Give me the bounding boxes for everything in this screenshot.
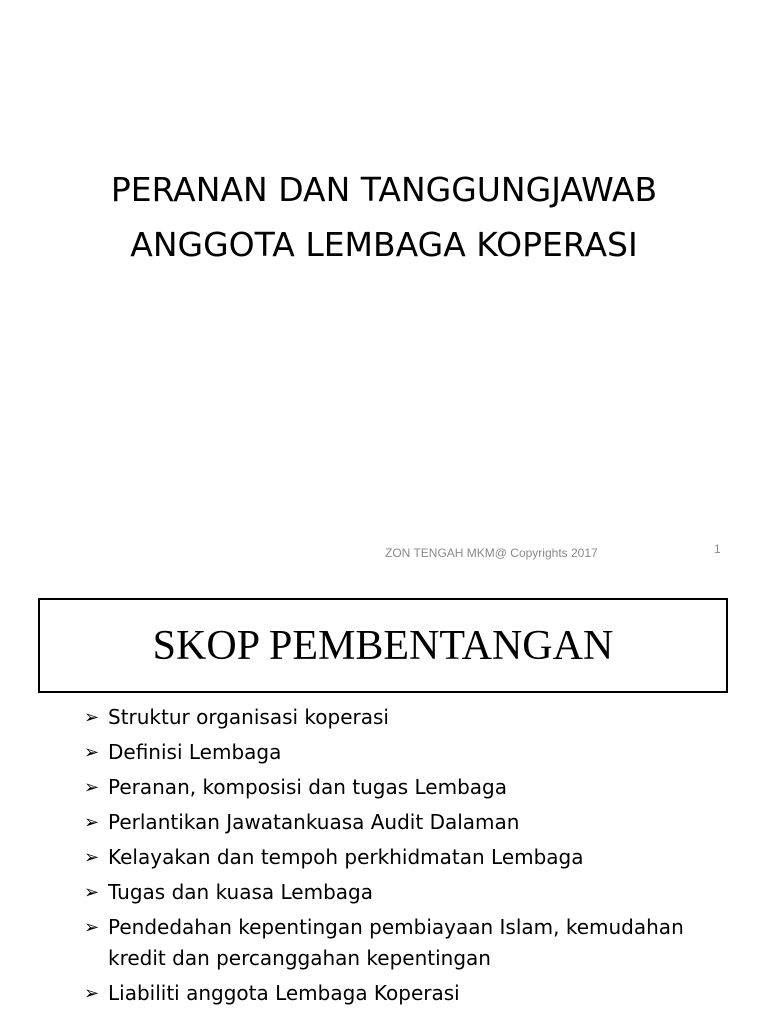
page-number: 1 [714, 542, 721, 556]
list-item [84, 842, 724, 873]
arrow-bullet-icon: ➢ [84, 847, 100, 868]
arrow-bullet-icon: ➢ [84, 882, 100, 903]
list-item-text: Definisi Lembaga [108, 740, 282, 764]
list-item-text: Peranan, komposisi dan tugas Lembaga [108, 775, 507, 799]
list-item [84, 702, 724, 733]
arrow-bullet-icon: ➢ [84, 742, 100, 763]
list-item [84, 807, 724, 838]
list-item-text: Struktur organisasi koperasi [108, 705, 389, 729]
section-heading: SKOP PEMBENTANGAN [152, 622, 614, 669]
section-heading-box [38, 598, 728, 693]
list-item [84, 877, 724, 908]
arrow-bullet-icon: ➢ [84, 812, 100, 833]
arrow-bullet-icon: ➢ [84, 707, 100, 728]
list-item-text: Liabiliti anggota Lembaga Koperasi [108, 981, 460, 1005]
arrow-bullet-icon: ➢ [84, 917, 100, 938]
bullet-list [84, 702, 724, 1013]
list-item [84, 912, 724, 974]
list-item-text: Pendedahan kepentingan pembiayaan Islam, kemudahan kredit dan percanggahan kepentingan [108, 915, 684, 970]
slide-title-line-2: ANGGOTA LEMBAGA KOPERASI [130, 225, 638, 264]
slide-title [60, 162, 708, 272]
list-item [84, 978, 724, 1009]
list-item [84, 772, 724, 803]
list-item-text: Perlantikan Jawatankuasa Audit Dalaman [108, 810, 520, 834]
list-item-text: Kelayakan dan tempoh perkhidmatan Lembaga [108, 845, 584, 869]
slide-footer: ZON TENGAH MKM@ Copyrights 2017 [385, 546, 598, 560]
arrow-bullet-icon: ➢ [84, 983, 100, 1004]
slide-title-line-1: PERANAN DAN TANGGUNGJAWAB [110, 170, 658, 209]
arrow-bullet-icon: ➢ [84, 777, 100, 798]
list-item [84, 737, 724, 768]
list-item-text: Tugas dan kuasa Lembaga [108, 880, 373, 904]
